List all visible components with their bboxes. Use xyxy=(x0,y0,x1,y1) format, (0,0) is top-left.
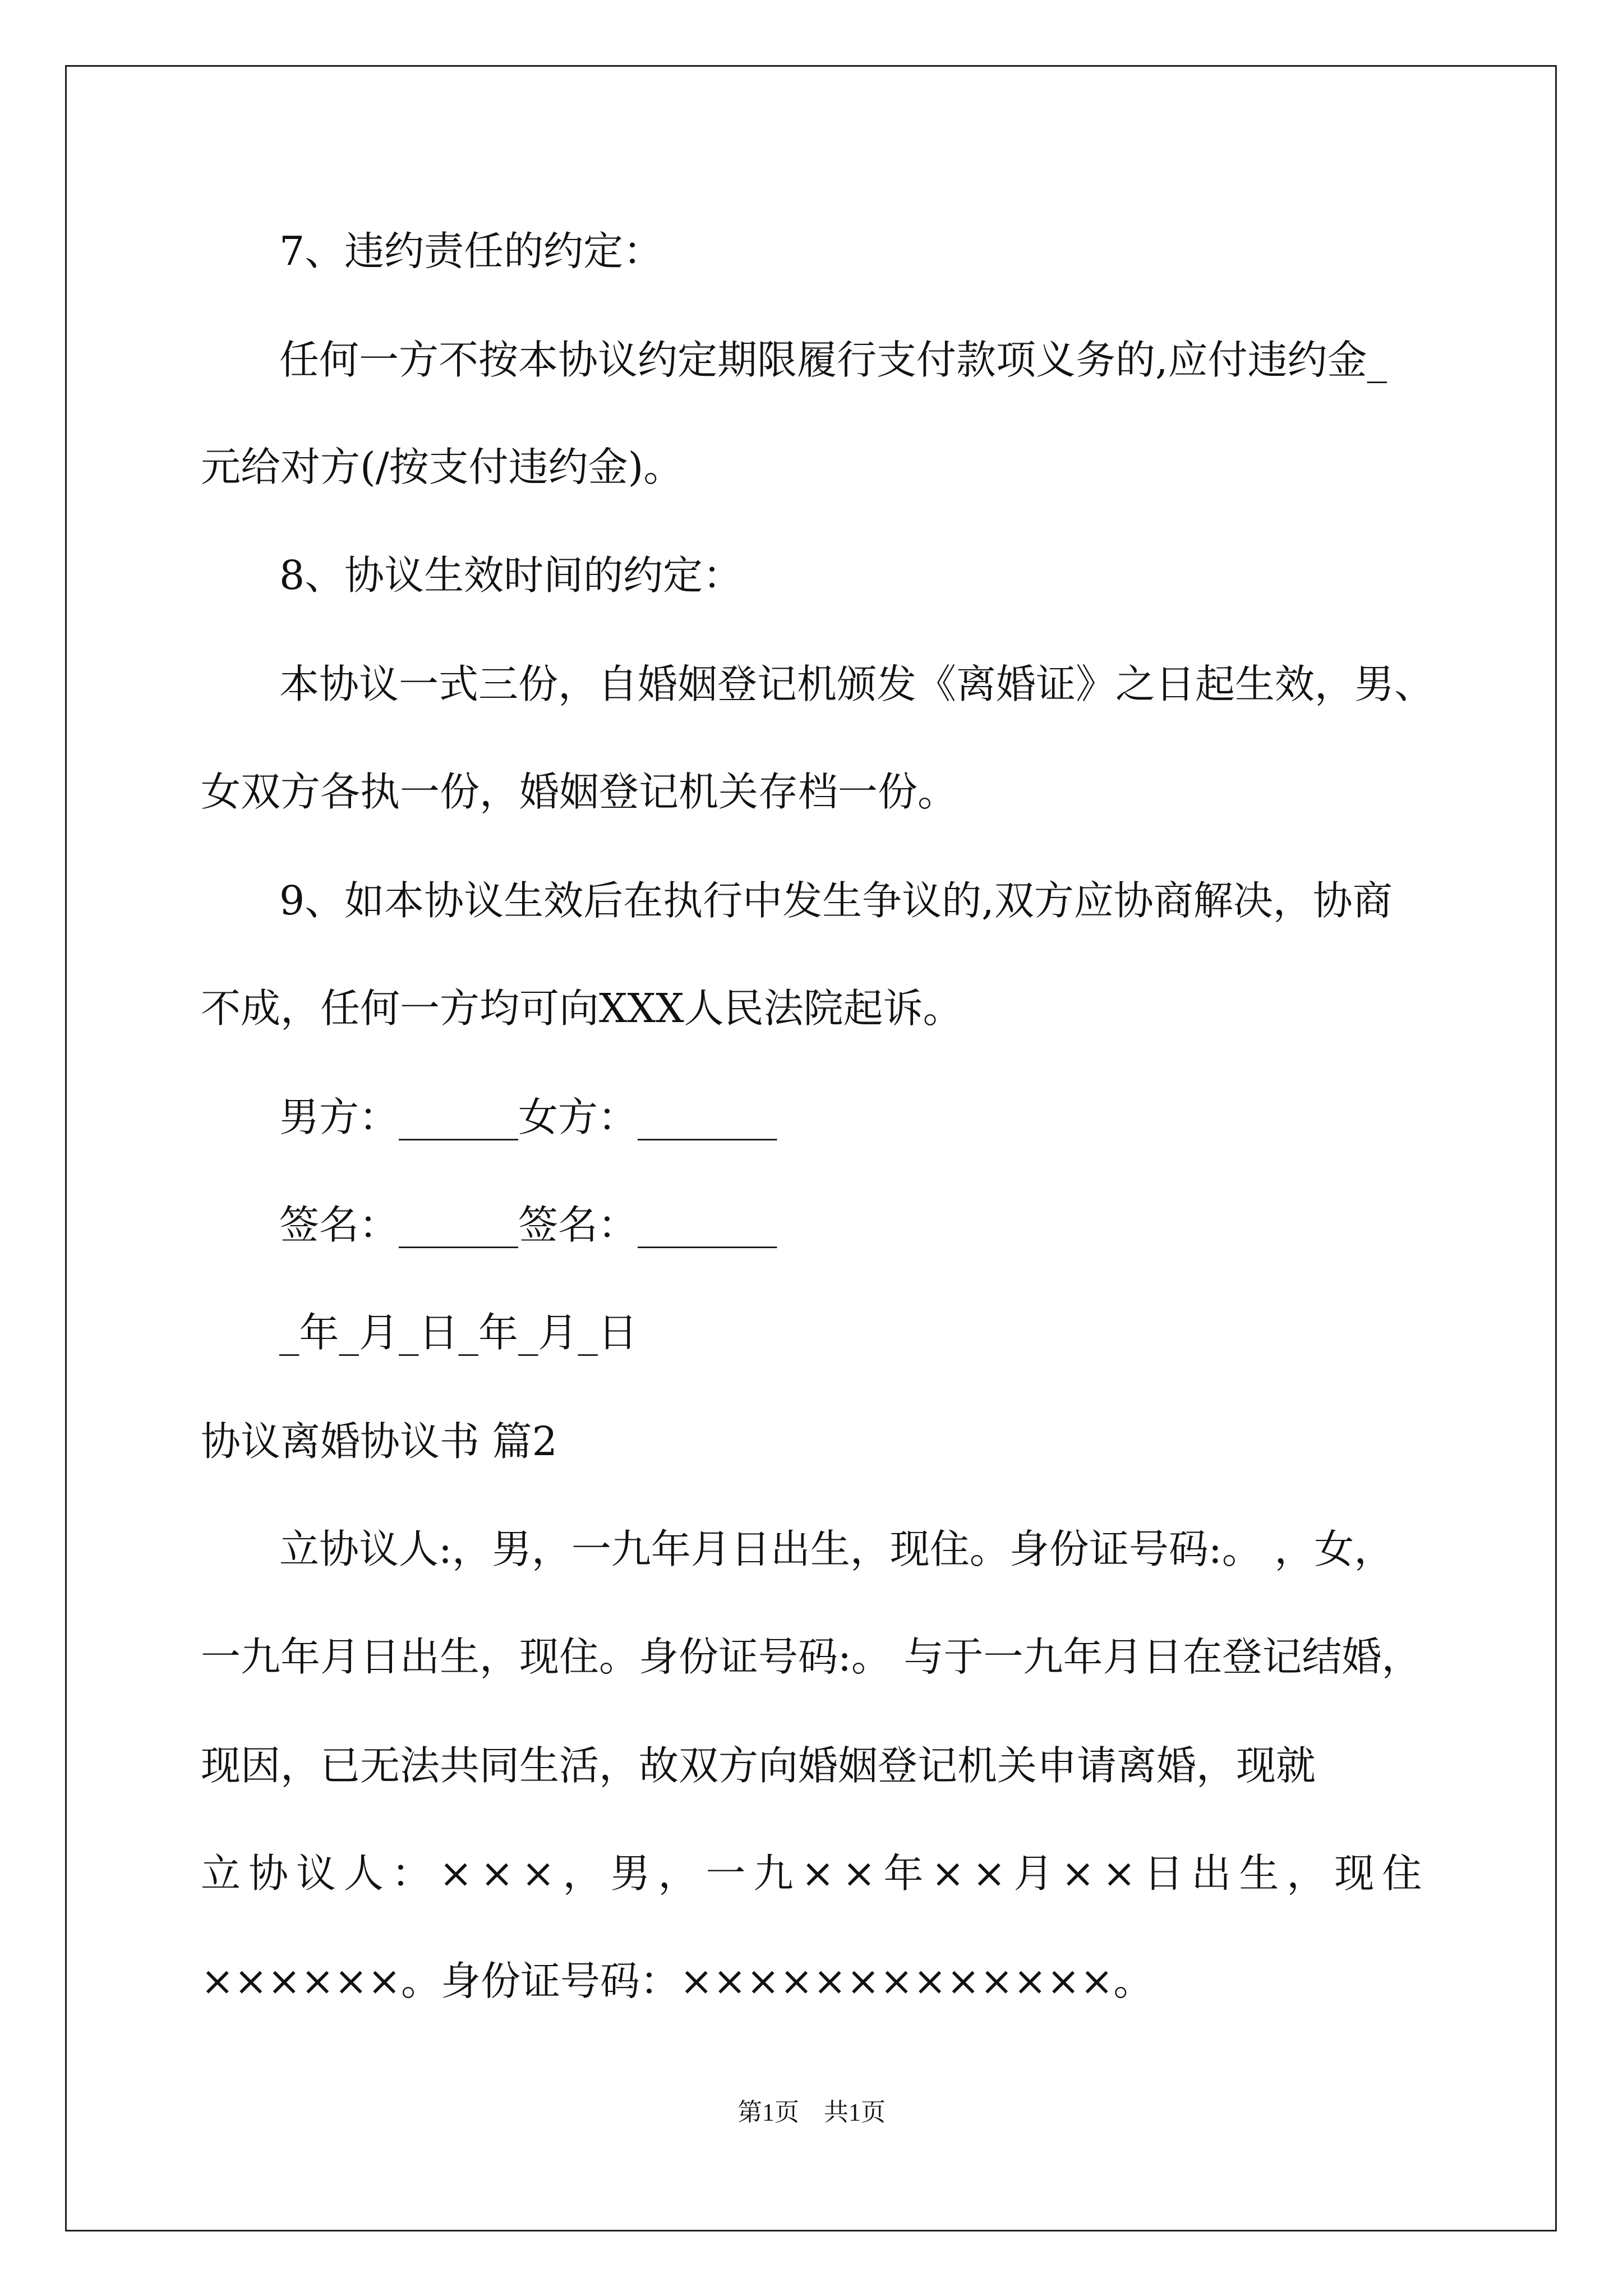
clause-9-text-line-1: 9、如本协议生效后在执行中发生争议的,双方应协商解决，协商 xyxy=(279,877,1393,924)
parties-text-line-1: 立协议人:，男，一九年月日出生，现住。身份证号码:。 ，女， xyxy=(279,1526,1394,1572)
section-heading: 协议离婚协议书 篇2 xyxy=(201,1418,557,1465)
clause-8-text-line-2: 女双方各执一份，婚姻登记机关存档一份。 xyxy=(201,769,958,815)
parties-text-line-2: 一九年月日出生，现住。身份证号码:。 与于一九年月日在登记结婚， xyxy=(201,1634,1422,1680)
parties-text-line-4: 立协议人：×××，男，一九××年××月××日出生，现住 xyxy=(201,1850,1430,1897)
parties-text-line-3: 现因，已无法共同生活，故双方向婚姻登记机关申请离婚，现就 xyxy=(201,1742,1316,1789)
page-number: 第1页 共1页 xyxy=(737,2099,886,2126)
clause-9-text-line-2: 不成，任何一方均可向XXX人民法院起诉。 xyxy=(201,985,963,1032)
page-border xyxy=(65,65,1557,2231)
date-line: _年_月_日_年_月_日 xyxy=(279,1309,638,1356)
clause-7-heading: 7、违约责任的约定： xyxy=(279,228,663,274)
clause-8-text-line-1: 本协议一式三份，自婚姻登记机颁发《离婚证》之日起生效，男、 xyxy=(279,661,1435,707)
signature-line: 签名：______签名：_______ xyxy=(279,1202,777,1248)
clause-7-text-line-2: 元给对方(/按支付违约金)。 xyxy=(201,444,684,490)
parties-text-line-5: ××××××。身份证号码：×××××××××××××。 xyxy=(201,1958,1154,2004)
clause-8-heading: 8、协议生效时间的约定： xyxy=(279,552,743,599)
party-line: 男方：______女方：_______ xyxy=(279,1094,777,1140)
clause-7-text-line-1: 任何一方不按本协议约定期限履行支付款项义务的,应付违约金_ xyxy=(279,337,1387,383)
